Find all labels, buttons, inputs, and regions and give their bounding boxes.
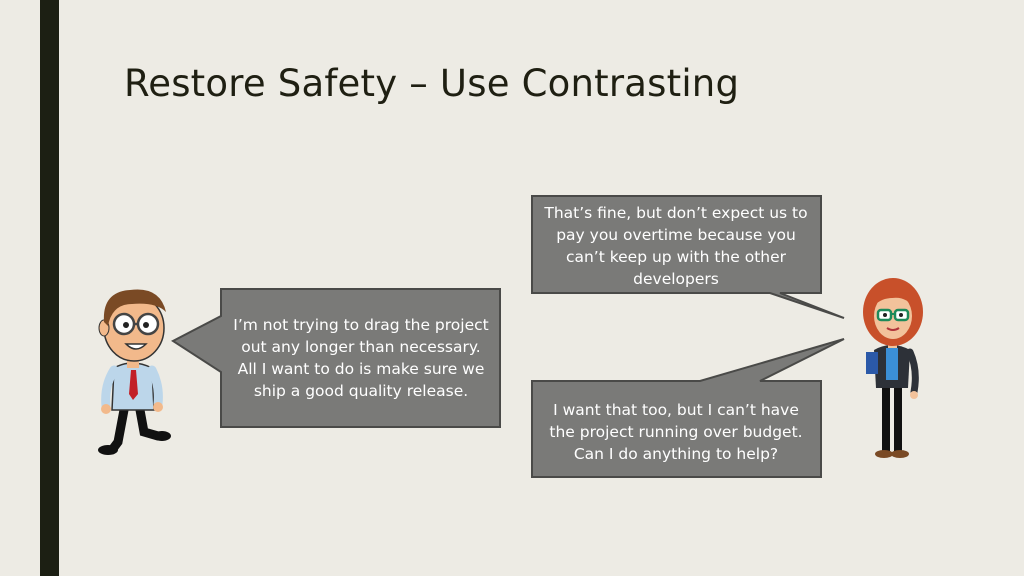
speech-text-woman: That’s fine, but don’t expect us to pay you overtime because you can’t keep up with the other developers: [544, 204, 808, 288]
speech-text-reply: I want that too, but I can’t have the project running over budget. Can I do anything to help?: [549, 401, 803, 463]
man-character-illustration: [96, 282, 172, 458]
slide-title: Restore Safety – Use Contrasting: [124, 62, 740, 105]
speech-text-man: I’m not trying to drag the project out any longer than necessary. All I want to do is make sure we ship a good quality release.: [233, 316, 489, 400]
woman-character-illustration: [858, 276, 928, 462]
